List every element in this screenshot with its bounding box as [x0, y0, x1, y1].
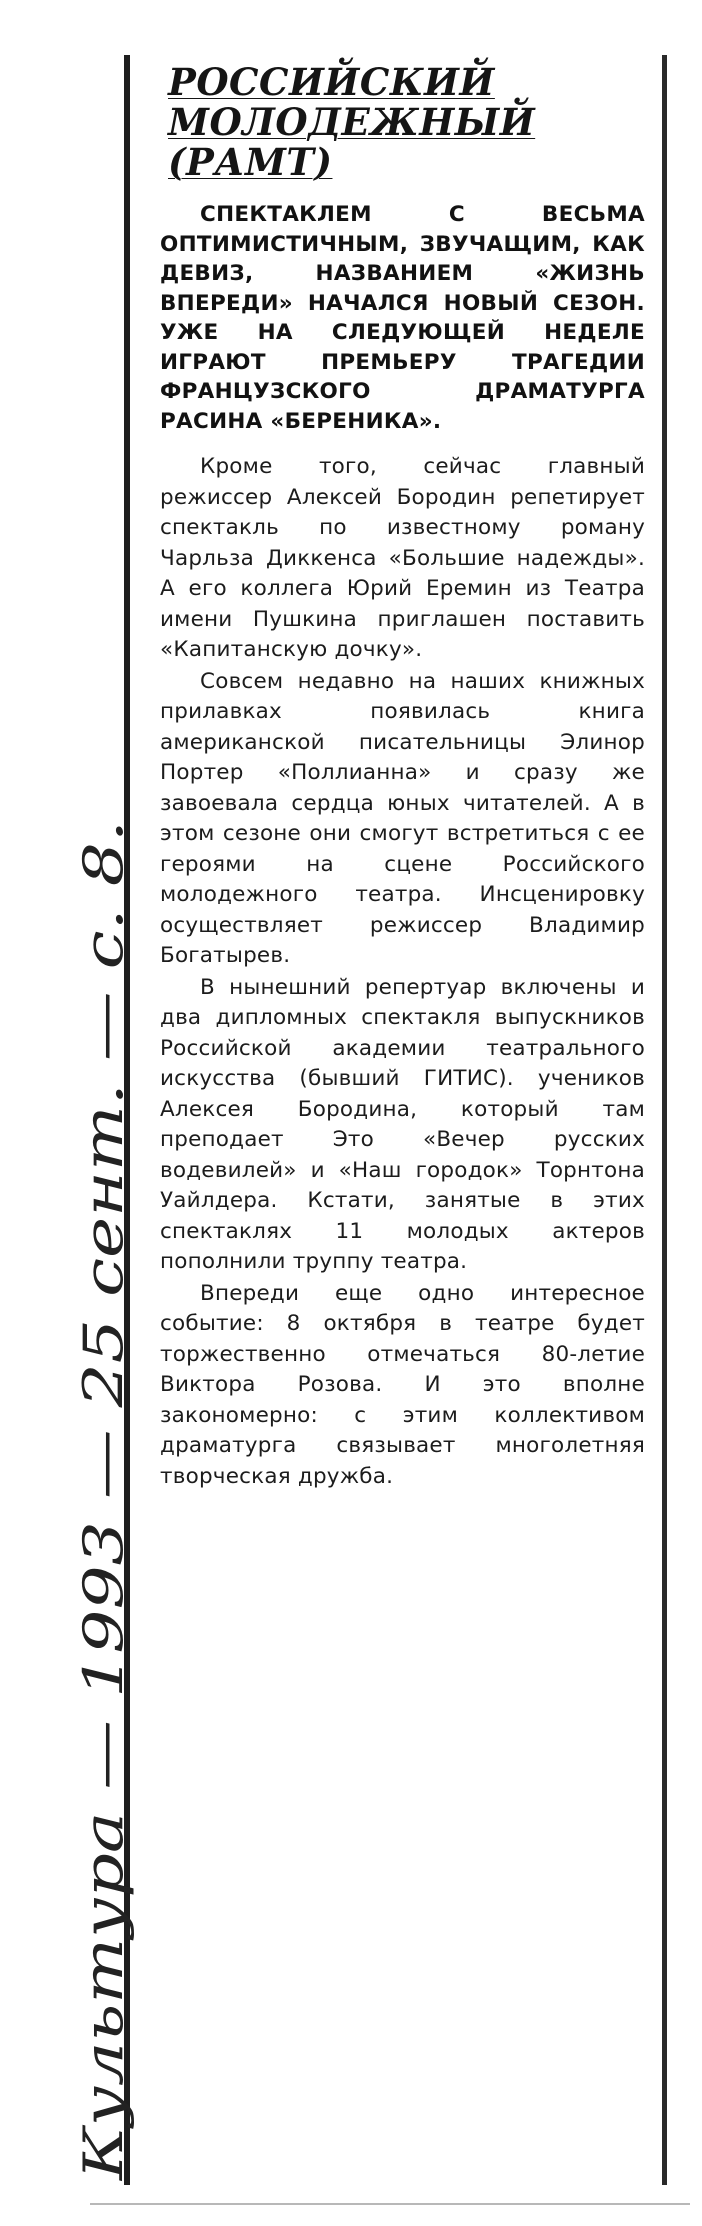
article-paragraph-3: В нынешний репертуар включены и два дипломных спектакля выпускников Российской академии театрального искусства (бывший ГИТИС). учеников Алексея Бородина, который там преподает Это «Вечер русских водевилей» и «Наш городок» Торнтона Уайлдера. Кстати, занятые в этих спектаклях 11 молодых актеров пополнили труппу театра. [160, 974, 645, 1274]
article-lead: СПЕКТАКЛЕМ С ВЕСЬМА ОПТИМИСТИЧНЫМ, ЗВУЧАЩИМ, КАК ДЕВИЗ, НАЗВАНИЕМ «ЖИЗНЬ ВПЕРЕДИ» НАЧАЛСЯ НОВЫЙ СЕЗОН. УЖЕ НА СЛЕДУЮЩЕЙ НЕДЕЛЕ ИГРАЮТ ПРЕМЬЕРУ ТРАГЕДИИ ФРАНЦУЗСКОГО ДРАМАТУРГА РАСИНА «БЕРЕНИКА». [160, 202, 645, 434]
article-heading [168, 62, 645, 182]
article-column [160, 62, 645, 1492]
article-paragraph-4: Впереди еще одно интересное событие: 8 октября в театре будет торжественно отмечаться 80-летие Виктора Розова. И это вполне закономерно: с этим коллективом драматурга связывает многолетняя творческая дружба. [160, 1280, 645, 1489]
bottom-edge-line [90, 2203, 690, 2205]
heading-line-1: РОССИЙСКИЙ [168, 60, 495, 104]
heading-line-2: МОЛОДЕЖНЫЙ [168, 100, 536, 144]
article-paragraph-1: Кроме того, сейчас главный режиссер Алексей Бородин репетирует спектакль по известному роману Чарльза Диккенса «Большие надежды». А его коллега Юрий Еремин из Театра имени Пушкина приглашен поставить «Капитанскую дочку». [160, 454, 645, 662]
heading-line-3: (РАМТ) [168, 140, 333, 184]
handwritten-note-drawing [2, 800, 182, 2200]
handwritten-note-text: Культура — 1993 — 25 сент. — с. 8. [72, 1123, 135, 2180]
article-paragraph-2: Совсем недавно на наших книжных прилавках появилась книга американской писательницы Элинор Портер «Поллианна» и сразу же завоевала сердца юных читателей. А в этом сезоне они смогут встретиться с ее героями на сцене Российского молодежного театра. Инсценировку осуществляет режиссер Владимир Богатырев. [160, 668, 645, 968]
right-column-rule [662, 55, 667, 2185]
handwritten-source-note [2, 800, 182, 2200]
